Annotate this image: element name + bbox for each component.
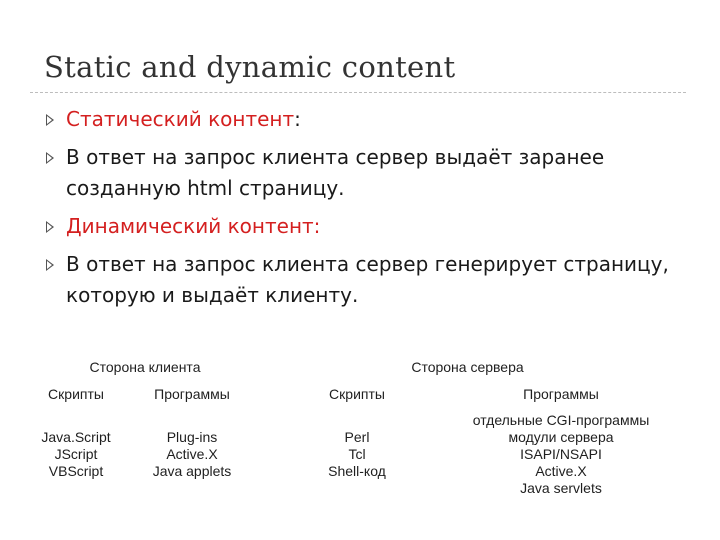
bullet-item <box>44 142 694 204</box>
title-divider <box>30 92 686 93</box>
list-item: Plug-ins <box>166 429 218 445</box>
server-scripts-list <box>304 429 410 480</box>
dynamic-content-label: Динамический контент: <box>66 214 321 238</box>
list-item: Java.Script <box>41 429 111 445</box>
dynamic-content-description-line2: которую и выдаёт клиенту. <box>66 283 359 307</box>
list-item: Java applets <box>152 463 232 479</box>
client-scripts-header: Скрипты <box>48 386 104 402</box>
bullet-item <box>44 211 694 242</box>
client-side-heading: Сторона клиента <box>89 359 201 375</box>
server-scripts-header: Скрипты <box>329 386 385 402</box>
list-item: Java servlets <box>520 480 602 496</box>
list-item: JScript <box>54 446 98 462</box>
bullet-item <box>44 249 694 311</box>
triangle-right-icon <box>46 152 54 164</box>
server-programs-header: Программы <box>523 386 599 402</box>
server-programs-list <box>446 412 676 497</box>
client-scripts-list <box>24 429 128 480</box>
static-content-label: Статический контент <box>66 107 295 131</box>
list-item: Active.X <box>166 446 218 462</box>
triangle-right-icon <box>46 259 54 271</box>
list-item: Active.X <box>535 463 587 479</box>
list-item: Tcl <box>348 446 366 462</box>
bullet-list <box>44 104 694 318</box>
triangle-right-icon <box>46 221 54 233</box>
static-content-description-line1: В ответ на запрос клиента сервер выдаёт заранее <box>66 145 605 169</box>
list-item: модули сервера <box>508 429 614 445</box>
static-content-colon: : <box>294 107 301 131</box>
list-item: ISAPI/NSAPI <box>520 446 602 462</box>
triangle-right-icon <box>46 114 54 126</box>
list-item: VBScript <box>48 463 104 479</box>
list-item: Perl <box>344 429 370 445</box>
static-content-description-line2: созданную html страницу. <box>66 176 345 200</box>
bullet-item <box>44 104 694 135</box>
list-item: отдельные CGI-программы <box>472 412 650 428</box>
client-programs-list <box>132 429 252 480</box>
dynamic-content-description-line1: В ответ на запрос клиента сервер генерирует страницу, <box>66 252 669 276</box>
list-item: Shell-код <box>328 463 386 479</box>
slide-title: Static and dynamic content <box>44 50 456 84</box>
server-side-heading: Сторона сервера <box>411 359 524 375</box>
client-programs-header: Программы <box>154 386 230 402</box>
